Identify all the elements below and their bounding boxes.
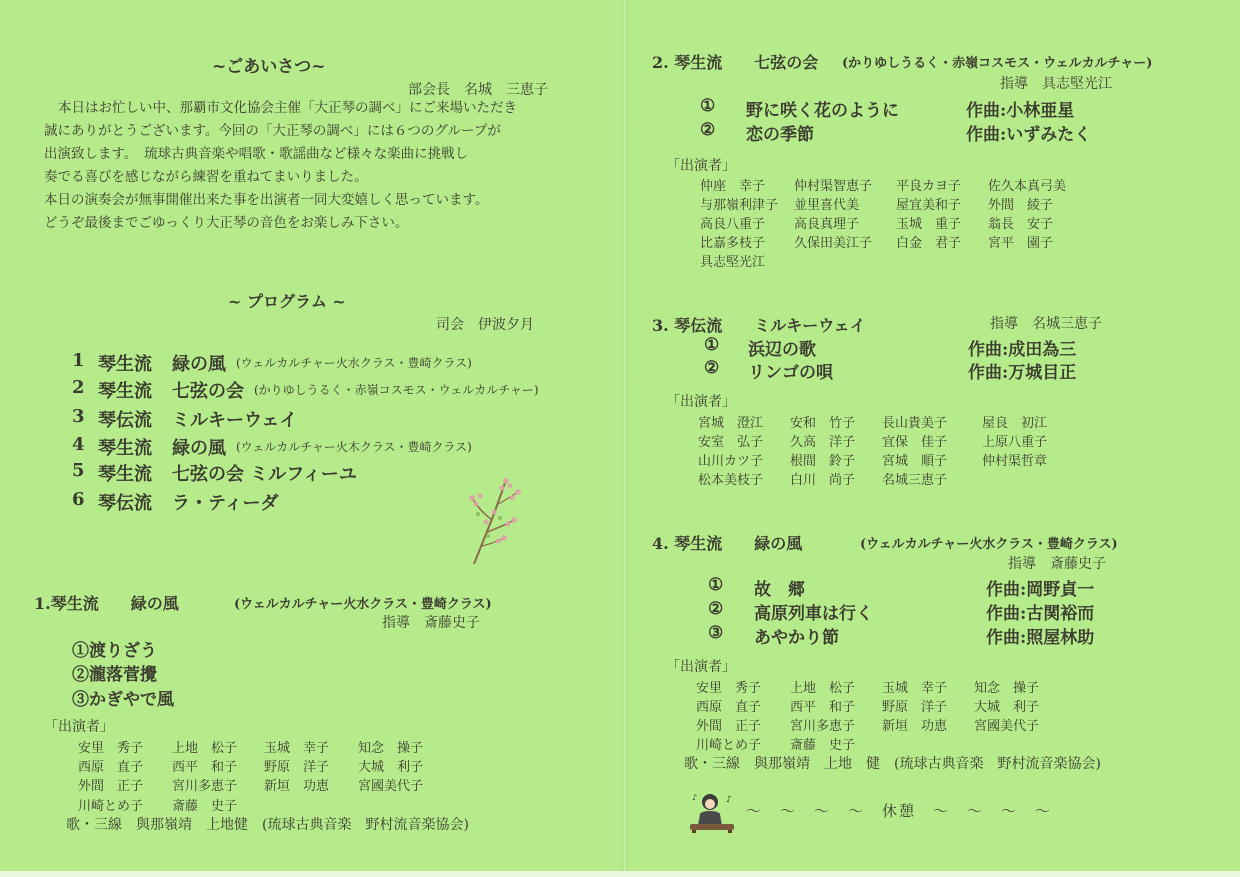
performer-name: 仲村渠哲章: [982, 454, 1048, 469]
performer-name: 斎藤 史子: [790, 738, 856, 753]
performer-name: 大城 利子: [974, 700, 1040, 715]
program-item-number: 3: [72, 406, 85, 427]
performer-name: 平良カヨ子: [896, 179, 962, 194]
program-item: [72, 460, 357, 486]
performer-name: 玉城 幸子: [264, 741, 330, 756]
performer-name: 宮國美代子: [358, 779, 424, 794]
cherry-blossom-branch-icon: [458, 474, 522, 566]
performer-name: 宮平 園子: [988, 236, 1054, 251]
performer-name: 斎藤 史子: [172, 799, 238, 814]
section-1-song-1: ①渡りざう: [72, 641, 157, 661]
song-row: [700, 120, 1091, 145]
program-item-number: 4: [72, 434, 85, 455]
program-item-group: 七弦の会: [172, 381, 244, 402]
program-item-school: 琴生流: [98, 354, 152, 375]
performer-name: 知念 操子: [974, 681, 1040, 696]
song-credit: 作曲:古関裕而: [986, 604, 1095, 624]
program-item-school: 琴生流: [98, 464, 152, 485]
song-credit: 作曲:万城目正: [968, 363, 1077, 383]
section-2-performers-label: 「出演者」: [666, 158, 736, 174]
performer-name: 西平 和子: [172, 760, 238, 775]
performer-name: 高良真理子: [794, 217, 860, 232]
performer-name: 根間 鈴子: [790, 454, 856, 469]
performer-name: 屋宜美和子: [896, 198, 962, 213]
program-title: ~ プログラム ~: [228, 292, 346, 311]
performer-name: 外間 綾子: [988, 198, 1054, 213]
greeting-title: ~ごあいさつ~: [212, 57, 326, 77]
program-item-school: 琴生流: [98, 438, 152, 459]
section-2-heading: 2. 琴生流 七弦の会: [652, 53, 819, 72]
performer-name: 具志堅光江: [700, 255, 766, 270]
performer-name: 与那嶺利津子: [700, 198, 779, 213]
performer-name: 上原八重子: [982, 435, 1048, 450]
greeting-line-5: 本日の演奏会が無事開催出来た事を出演者一同大変嬉しく思っています。: [44, 192, 489, 208]
performer-name: 宮川多恵子: [172, 779, 238, 794]
performer-name: 外間 正子: [78, 779, 144, 794]
section-4-heading: 4. 琴生流 緑の風: [652, 534, 803, 553]
song-number: ①: [704, 335, 720, 355]
performer-name: 白金 君子: [896, 236, 962, 251]
song-title: 浜辺の歌: [748, 340, 816, 360]
greeting-line-2: 誠にありがとうございます。今回の「大正琴の調べ」には６つのグループが: [44, 123, 501, 139]
performer-name: 安室 弘子: [698, 435, 764, 450]
section-4-accompaniment: 歌・三線 與那嶺靖 上地 健 (琉球古典音楽 野村流音楽協会): [684, 756, 1101, 772]
performer-name: 大城 利子: [358, 760, 424, 775]
performer-name: 高良八重子: [700, 217, 766, 232]
performer-name: 新垣 功恵: [882, 719, 948, 734]
performer-name: 屋良 初江: [982, 416, 1048, 431]
performer-row: [78, 756, 423, 775]
performer-name: 久高 洋子: [790, 435, 856, 450]
performer-name: 野原 洋子: [264, 760, 330, 775]
section-1-song-2: ②瀧落菅攪: [72, 665, 157, 685]
song-credit: 作曲:いずみたく: [966, 125, 1092, 145]
performer-name: 並里喜代美: [794, 198, 860, 213]
performer-name: 宮城 順子: [882, 454, 948, 469]
program-item-school: 琴伝流: [98, 410, 152, 431]
performer-name: 佐久本真弓美: [988, 179, 1067, 194]
program-item-group: 緑の風: [172, 354, 226, 375]
performer-name: 名城三恵子: [882, 473, 948, 488]
performer-name: 知念 操子: [358, 741, 424, 756]
song-title: 野に咲く花のように: [746, 101, 899, 121]
performer-name: 白川 尚子: [790, 473, 856, 488]
section-4-instructor: 指導 斎藤史子: [1008, 556, 1106, 572]
greeting-signer: 部会長 名城 三恵子: [408, 82, 548, 98]
performer-row: [696, 696, 1039, 715]
program-item-group: ミルキーウェイ: [172, 410, 298, 431]
performer-name: 新垣 功恵: [264, 779, 330, 794]
song-number: ①: [700, 96, 716, 116]
performer-name: 玉城 重子: [896, 217, 962, 232]
performer-name: 野原 洋子: [882, 700, 948, 715]
performer-name: 安里 秀子: [78, 741, 144, 756]
right-page: [628, 0, 1240, 877]
performer-name: 安里 秀子: [696, 681, 762, 696]
song-number: ②: [708, 599, 724, 619]
song-row: [700, 96, 1074, 121]
program-item: [72, 434, 472, 460]
page-edge: [0, 871, 1240, 877]
song-row: [708, 599, 1094, 624]
performer-name: 外間 正子: [696, 719, 762, 734]
program-item: [72, 377, 539, 403]
performer-row: [700, 251, 765, 270]
program-item-school: 琴生流: [98, 381, 152, 402]
song-title: リンゴの唄: [748, 363, 833, 383]
section-1-performers-label: 「出演者」: [44, 719, 114, 735]
performer-name: 仲座 幸子: [700, 179, 766, 194]
performer-name: 上地 松子: [172, 741, 238, 756]
song-row: [704, 335, 1076, 360]
performer-name: 西原 直子: [696, 700, 762, 715]
program-item-number: 1: [72, 350, 85, 371]
performer-name: 比嘉多枝子: [700, 236, 766, 251]
song-credit: 作曲:成田為三: [968, 340, 1077, 360]
program-item-group: 緑の風: [172, 438, 226, 459]
performer-name: 仲村渠智恵子: [794, 179, 873, 194]
program-item-school: 琴伝流: [98, 493, 152, 514]
performer-name: 松本美枝子: [698, 473, 764, 488]
performer-row: [700, 213, 1053, 232]
performer-name: 翁長 安子: [988, 217, 1054, 232]
performer-name: 川崎とめ子: [78, 799, 144, 814]
performer-name: 安和 竹子: [790, 416, 856, 431]
performer-name: 宮川多恵子: [790, 719, 856, 734]
greeting-line-3: 出演致します。 琉球古典音楽や唱歌・歌謡曲など様々な楽曲に挑戦し: [44, 146, 469, 162]
program-item: [72, 350, 472, 376]
section-1-note: (ウェルカルチャー火水クラス・豊崎クラス): [234, 597, 492, 612]
program-item-group: ラ・ティーダ: [172, 493, 279, 514]
performer-name: 川崎とめ子: [696, 738, 762, 753]
program-item-note: (かりゆしうるく・赤嶺コスモス・ウェルカルチャー): [254, 383, 539, 397]
performer-row: [696, 734, 855, 753]
song-number: ①: [708, 575, 724, 595]
performer-name: 宜保 佳子: [882, 435, 948, 450]
section-2-note: (かりゆしうるく・赤嶺コスモス・ウェルカルチャー): [842, 56, 1153, 71]
performer-name: 玉城 幸子: [882, 681, 948, 696]
performer-name: 山川カツ子: [698, 454, 764, 469]
song-row: [708, 575, 1094, 600]
performer-name: 宮城 澄江: [698, 416, 764, 431]
program-item-number: 5: [72, 460, 85, 481]
song-title: あやかり節: [754, 628, 839, 648]
program-item-group: 七弦の会 ミルフィーユ: [172, 464, 357, 485]
performer-row: [700, 232, 1053, 251]
performer-row: [698, 431, 1047, 450]
performer-row: [696, 715, 1039, 734]
section-3-performers-label: 「出演者」: [666, 394, 736, 410]
greeting-line-6: どうぞ最後までごゆっくり大正琴の音色をお楽しみ下さい。: [44, 215, 409, 231]
song-row: [704, 358, 1076, 383]
performer-row: [700, 175, 1066, 194]
section-3-instructor: 指導 名城三恵子: [990, 316, 1102, 332]
program-item-number: 2: [72, 377, 85, 398]
song-row: [708, 623, 1094, 648]
song-number: ②: [700, 120, 716, 140]
performer-row: [78, 795, 237, 814]
song-number: ③: [708, 623, 724, 643]
song-number: ②: [704, 358, 720, 378]
section-1-heading: 1.琴生流 緑の風: [34, 594, 179, 613]
section-2-instructor: 指導 具志堅光江: [1000, 76, 1112, 92]
performer-row: [698, 469, 947, 488]
section-1-accompaniment: 歌・三線 與那嶺靖 上地健 (琉球古典音楽 野村流音楽協会): [66, 817, 469, 833]
section-3-heading: 3. 琴伝流 ミルキーウェイ: [652, 316, 866, 335]
greeting-line-1: 本日はお忙しい中、那覇市文化協会主催「大正琴の調べ」にご来場いただき: [58, 100, 517, 116]
performer-name: 西平 和子: [790, 700, 856, 715]
performer-row: [698, 450, 1047, 469]
performer-name: 上地 松子: [790, 681, 856, 696]
section-4-note: (ウェルカルチャー火水クラス・豊崎クラス): [860, 537, 1118, 552]
program-item: [72, 406, 297, 432]
intermission-label: ～ ～ ～ ～ 休憩 ～ ～ ～ ～: [746, 802, 1053, 820]
greeting-line-4: 奏でる喜びを感じながら練習を重ねてまいりました。: [44, 169, 368, 185]
performer-row: [78, 737, 423, 756]
program-item-note: (ウェルカルチャー火木クラス・豊崎クラス): [236, 440, 472, 454]
song-credit: 作曲:照屋林助: [986, 628, 1095, 648]
svg-text:♪: ♪: [726, 795, 732, 805]
performer-name: 長山貴美子: [882, 416, 948, 431]
svg-text:♪: ♪: [692, 793, 698, 802]
performer-row: [78, 775, 423, 794]
song-title: 恋の季節: [746, 125, 814, 145]
song-credit: 作曲:岡野貞一: [986, 580, 1095, 600]
section-1-song-3: ③かぎやで風: [72, 690, 174, 710]
song-title: 高原列車は行く: [754, 604, 873, 624]
program-mc: 司会 伊波夕月: [436, 317, 534, 333]
program-item-note: (ウェルカルチャー火水クラス・豊崎クラス): [236, 356, 472, 370]
performer-row: [700, 194, 1053, 213]
program-item-number: 6: [72, 489, 85, 510]
performer-name: 久保田美江子: [794, 236, 873, 251]
program-item: [72, 489, 279, 515]
koto-player-icon: [688, 790, 740, 834]
song-credit: 作曲:小林亜星: [966, 101, 1075, 121]
performer-row: [698, 412, 1047, 431]
section-4-performers-label: 「出演者」: [666, 659, 736, 675]
song-title: 故 郷: [754, 580, 805, 600]
performer-name: 西原 直子: [78, 760, 144, 775]
section-1-instructor: 指導 斎藤史子: [382, 615, 480, 631]
performer-row: [696, 677, 1039, 696]
performer-name: 宮國美代子: [974, 719, 1040, 734]
